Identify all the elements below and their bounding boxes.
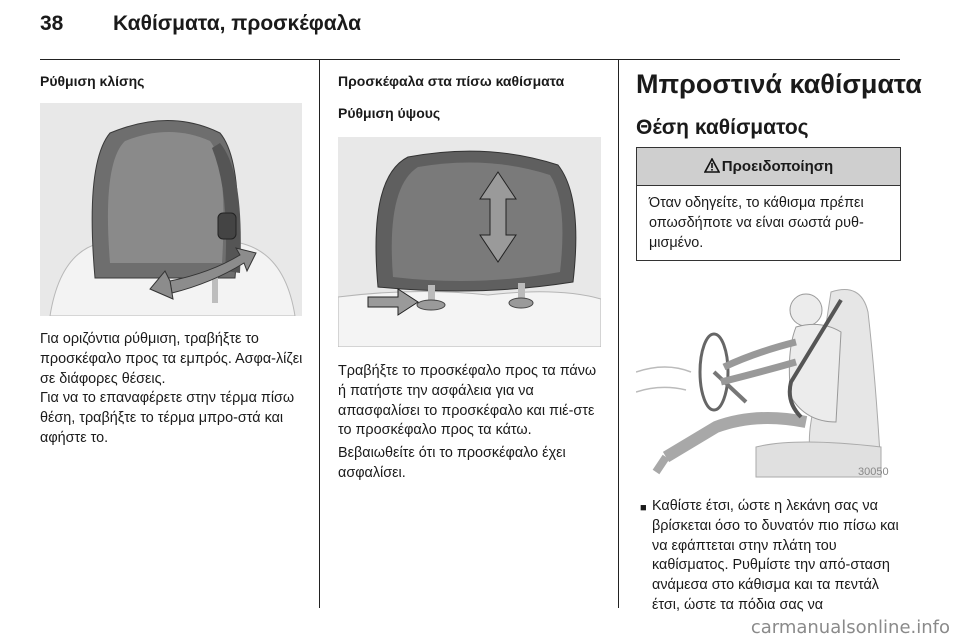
col2-heading: Προσκέφαλα στα πίσω καθίσματα	[338, 73, 565, 89]
warning-triangle-icon	[704, 158, 720, 173]
warning-header	[637, 148, 900, 186]
column-divider-1	[319, 60, 320, 608]
col3-bullet-text: Καθίστε έτσι, ώστε η λεκάνη σας να βρίσκεται όσο το δυνατόν πιο πίσω και να εφάπτεται στην πλάτη του καθίσματος. Ρυθμίστε την από-σταση ανάμεσα στο κάθισμα και τα πεντάλ έτσι, ώστε τα πόδια σας να	[652, 498, 899, 613]
figure-code: 30050	[858, 466, 889, 478]
header-rule	[40, 59, 900, 60]
col2-paragraph-1: Τραβήξτε το προσκέφαλο προς τα πάνω ή πατήστε την ασφάλεια για να απασφαλίσει το προσκέφαλο και πιέ-στε το προσκέφαλο προς τα κάτω.	[338, 363, 597, 439]
warning-text: Όταν οδηγείτε, το κάθισμα πρέπει οπωσδήποτε να είναι σωστά ρυθ-μισμένο.	[649, 195, 864, 251]
headrest-tilt-figure	[40, 103, 302, 316]
col3-subheading: Θέση καθίσματος	[636, 116, 809, 139]
bullet-mark: ■	[640, 502, 647, 514]
page-title: Καθίσματα, προσκέφαλα	[113, 12, 361, 35]
column-divider-2	[618, 60, 619, 608]
col1-heading: Ρύθμιση κλίσης	[40, 73, 145, 89]
col1-paragraph-2: Για να το επαναφέρετε στην τέρμα πίσω θέση, τραβήξτε το τέρμα μπρο-στά και αφήστε το.	[40, 390, 295, 446]
page-number: 38	[40, 12, 64, 35]
headrest-height-figure	[338, 137, 601, 347]
warning-title: Προειδοποίηση	[721, 158, 834, 175]
col2-paragraph-2: Βεβαιωθείτε ότι το προσκέφαλο έχει ασφαλίσει.	[338, 445, 566, 481]
watermark: carmanualsonline.info	[750, 617, 950, 638]
col1-paragraph-1: Για οριζόντια ρύθμιση, τραβήξτε το προσκέφαλο προς τα εμπρός. Ασφα-λίζει σε διάφορες θέσεις.	[40, 331, 303, 387]
col2-subheading: Ρύθμιση ύψους	[338, 105, 441, 121]
driver-seat-figure	[636, 272, 901, 485]
col3-heading: Μπροστινά καθίσματα	[636, 69, 922, 99]
warning-box	[636, 147, 901, 261]
